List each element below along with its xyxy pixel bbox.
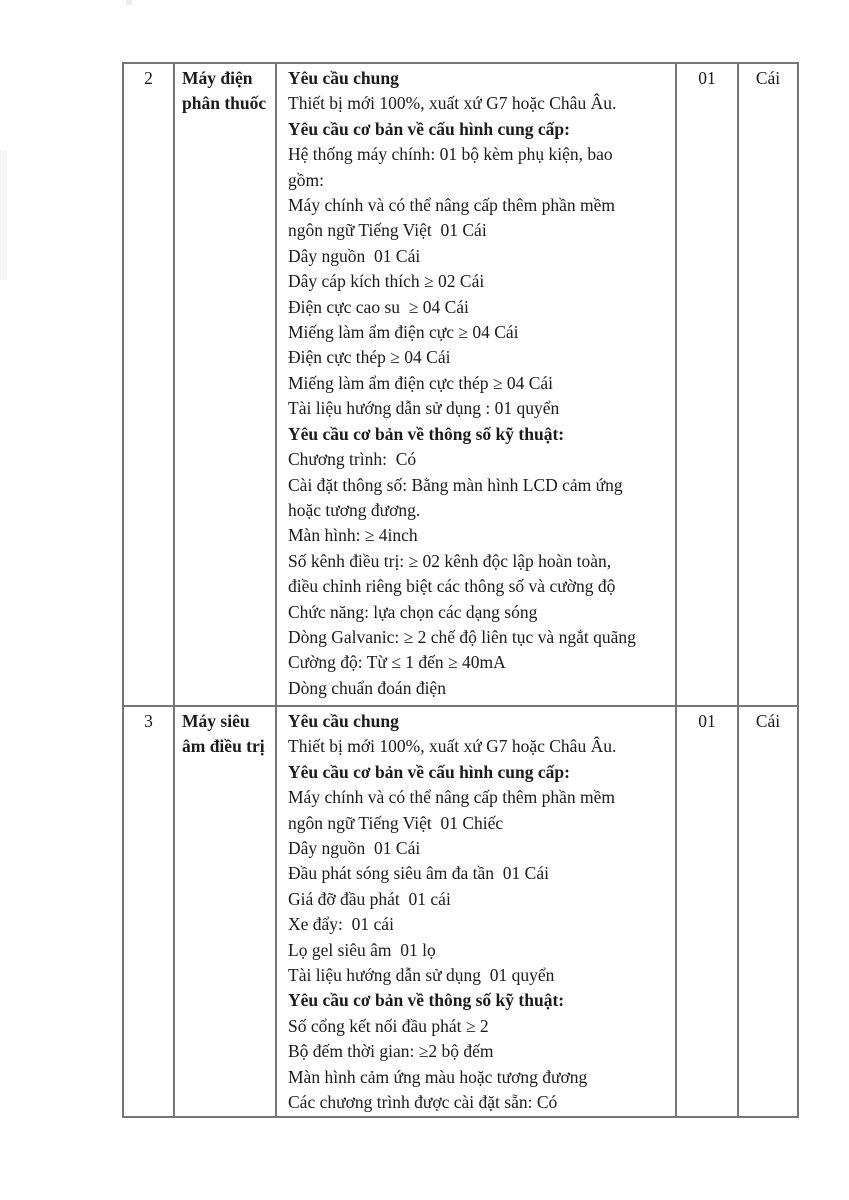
- row-number-cell: 3: [123, 706, 174, 1117]
- item-name-line: phân thuốc: [182, 93, 267, 114]
- spec-line: Tài liệu hướng dẫn sử dụng 01 quyển: [288, 965, 555, 986]
- spec-line: Lọ gel siêu âm 01 lọ: [288, 939, 436, 960]
- spec-line: Màn hình: ≥ 4inch: [288, 525, 418, 546]
- spec-cell: [276, 63, 676, 706]
- table-body: [123, 63, 798, 1117]
- scan-artifact: [126, 0, 132, 5]
- unit-cell: Cái: [738, 706, 798, 1117]
- spec-line: Tài liệu hướng dẫn sử dụng : 01 quyển: [288, 398, 560, 419]
- spec-line: Cài đặt thông số: Bằng màn hình LCD cảm ứng: [288, 474, 623, 495]
- spec-line: Giá đỡ đầu phát 01 cái: [288, 888, 451, 909]
- table-row: [123, 706, 798, 1117]
- spec-line: Yêu cầu chung: [288, 68, 399, 88]
- spec-line: Yêu cầu cơ bản về thông số kỹ thuật:: [288, 423, 565, 444]
- spec-cell: [276, 706, 676, 1117]
- spec-line: Bộ đếm thời gian: ≥2 bộ đếm: [288, 1041, 494, 1062]
- spec-line: Dòng chuẩn đoán điện: [288, 677, 446, 698]
- spec-line: hoặc tương đương.: [288, 499, 421, 520]
- spec-line: Chức năng: lựa chọn các dạng sóng: [288, 601, 538, 622]
- spec-line: Điện cực cao su ≥ 04 Cái: [288, 296, 469, 317]
- spec-line: Máy chính và có thể nâng cấp thêm phần mềm: [288, 195, 616, 216]
- spec-line: Dây nguồn 01 Cái: [288, 245, 421, 266]
- spec-line: Thiết bị mới 100%, xuất xứ G7 hoặc Châu Âu.: [288, 736, 617, 757]
- spec-line: Dây nguồn 01 Cái: [288, 838, 421, 859]
- item-name-line: Máy siêu: [182, 711, 250, 731]
- item-name-line: âm điều trị: [182, 736, 265, 757]
- equipment-spec-table: [122, 62, 799, 1118]
- spec-line: Dòng Galvanic: ≥ 2 chế độ liên tục và ngắt quãng: [288, 626, 636, 647]
- spec-line: Các chương trình được cài đặt sẵn: Có: [288, 1092, 558, 1113]
- spec-line: ngôn ngữ Tiếng Việt 01 Chiếc: [288, 812, 504, 833]
- spec-line: Miếng làm ẩm điện cực thép ≥ 04 Cái: [288, 372, 553, 393]
- spec-line: Dây cáp kích thích ≥ 02 Cái: [288, 271, 485, 292]
- spec-line: Yêu cầu cơ bản về cấu hình cung cấp:: [288, 118, 570, 139]
- spec-line: Yêu cầu chung: [288, 711, 399, 731]
- spec-line: Đầu phát sóng siêu âm đa tần 01 Cái: [288, 863, 549, 884]
- spec-line: Yêu cầu cơ bản về cấu hình cung cấp:: [288, 761, 570, 782]
- spec-line: Số kênh điều trị: ≥ 02 kênh độc lập hoàn toàn,: [288, 550, 612, 571]
- spec-line: điều chỉnh riêng biệt các thông số và cường độ: [288, 576, 616, 597]
- spec-line: Số cổng kết nối đầu phát ≥ 2: [288, 1015, 489, 1036]
- spec-line: Điện cực thép ≥ 04 Cái: [288, 347, 451, 368]
- spec-line: Màn hình cảm ứng màu hoặc tương đương: [288, 1066, 588, 1087]
- spec-line: Hệ thống máy chính: 01 bộ kèm phụ kiện, bao: [288, 144, 613, 165]
- spec-line: Xe đẩy: 01 cái: [288, 914, 394, 935]
- item-name-line: Máy điện: [182, 68, 253, 88]
- spec-line: gồm:: [288, 169, 324, 190]
- spec-line: Miếng làm ẩm điện cực ≥ 04 Cái: [288, 322, 519, 343]
- item-name-cell: [174, 63, 276, 706]
- row-number-cell: 2: [123, 63, 174, 706]
- spec-line: ngôn ngữ Tiếng Việt 01 Cái: [288, 220, 487, 241]
- spec-line: Cường độ: Từ ≤ 1 đến ≥ 40mA: [288, 652, 506, 673]
- quantity-cell: 01: [676, 63, 738, 706]
- spec-line: Chương trình: Có: [288, 449, 417, 470]
- unit-cell: Cái: [738, 63, 798, 706]
- spec-line: Thiết bị mới 100%, xuất xứ G7 hoặc Châu Âu.: [288, 93, 617, 114]
- quantity-cell: 01: [676, 706, 738, 1117]
- spec-line: Máy chính và có thể nâng cấp thêm phần mềm: [288, 787, 616, 808]
- spec-line: Yêu cầu cơ bản về thông số kỹ thuật:: [288, 990, 565, 1011]
- item-name-cell: [174, 706, 276, 1117]
- table-row: [123, 63, 798, 706]
- scan-artifact: [0, 150, 7, 280]
